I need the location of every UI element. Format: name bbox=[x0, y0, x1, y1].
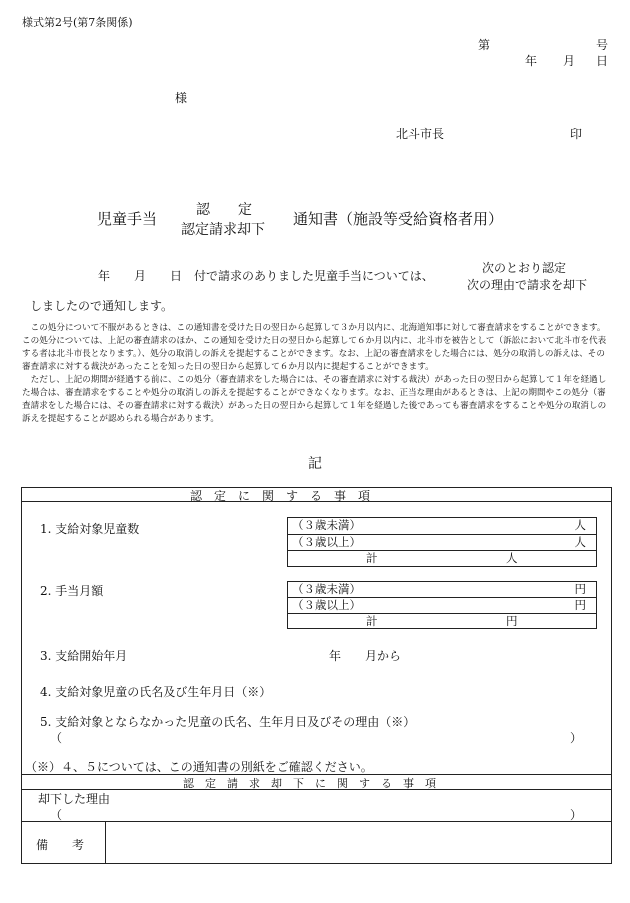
total-label: 計 bbox=[366, 614, 378, 628]
over3-count-row bbox=[288, 534, 596, 550]
doc-number-prefix: 第 bbox=[478, 38, 491, 52]
remarks-label: 備 考 bbox=[36, 838, 85, 852]
unit-label: 円 bbox=[574, 598, 586, 612]
count-total-row bbox=[288, 550, 596, 566]
title-option-reject: 認定請求却下 bbox=[181, 222, 265, 238]
unit-label: 人 bbox=[506, 551, 518, 565]
title-right: 通知書（施設等受給資格者用） bbox=[293, 210, 504, 228]
doc-number-suffix: 号 bbox=[596, 38, 609, 52]
paren-open: （ bbox=[50, 808, 63, 822]
paren-close: ） bbox=[570, 808, 583, 822]
unit-label: 円 bbox=[574, 582, 586, 596]
issuer-name: 北斗市長 bbox=[396, 127, 445, 141]
date-request-line: 年 月 日 付で請求のありました児童手当については、 bbox=[98, 269, 434, 283]
item4-label: 4. 支給対象児童の氏名及び生年月日（※） bbox=[40, 685, 272, 699]
title-left: 児童手当 bbox=[97, 210, 158, 228]
footnote: （※）４、５については、この通知書の別紙をご確認ください。 bbox=[25, 760, 373, 774]
item2-label: 2. 手当月額 bbox=[40, 584, 104, 598]
under3-amount-row bbox=[288, 582, 596, 597]
rejection-reason-label: 却下した理由 bbox=[38, 792, 111, 806]
paren-open: （ bbox=[50, 731, 63, 745]
divider bbox=[105, 821, 106, 864]
date-month: 月 bbox=[563, 54, 576, 68]
unit-label: 人 bbox=[574, 518, 586, 532]
unit-label: 円 bbox=[506, 614, 518, 628]
form-number: 様式第2号(第7条関係) bbox=[22, 16, 133, 29]
rejection-section-header: 認 定 請 求 却 下 に 関 す る 事 項 bbox=[183, 777, 436, 790]
total-label: 計 bbox=[366, 551, 378, 565]
item3-label: 3. 支給開始年月 bbox=[40, 649, 128, 663]
over3-label: （３歳以上） bbox=[292, 535, 361, 549]
item5-label: 5. 支給対象とならなかった児童の氏名、生年月日及びその理由（※） bbox=[40, 715, 416, 729]
under3-label: （３歳未満） bbox=[292, 582, 361, 596]
option-approve: 次のとおり認定 bbox=[482, 261, 567, 275]
paren-close: ） bbox=[570, 731, 583, 745]
over3-label: （３歳以上） bbox=[292, 598, 361, 612]
notice-closing: しましたので通知します。 bbox=[30, 299, 174, 313]
appeal-paragraph-2: ただし、上記の期間が経過する前に、この処分（審査請求をした場合には、その審査請求に対する裁決）があった日の翌日から起算して１年を経過した場合は、審査請求をすることや処分の取消しの訴えを提起することができなくなります。なお、正当な理由があるときは、上記の期間やこの処分（審査請求をした場合には、その審査請求に対する裁決）があった日の翌日から起算して１年を経過した後であっても審査請求をすることや処分の取消しの訴えを提起することが認められる場合があります。 bbox=[22, 375, 607, 424]
date-day: 日 bbox=[596, 54, 609, 68]
approval-section-header: 認 定 に 関 す る 事 項 bbox=[190, 489, 371, 503]
over3-amount-row bbox=[288, 597, 596, 613]
title-option-approve: 認 定 bbox=[196, 202, 252, 218]
under3-label: （３歳未満） bbox=[292, 518, 361, 532]
date-year: 年 bbox=[525, 54, 538, 68]
divider bbox=[21, 821, 612, 822]
payment-start-value: 年 月から bbox=[329, 649, 402, 663]
unit-label: 人 bbox=[574, 535, 586, 549]
amount-total-row bbox=[288, 613, 596, 629]
appeal-paragraph-1: この処分について不服があるときは、この通知書を受けた日の翌日から起算して３か月以内に、北海道知事に対して審査請求をすることができます。この処分については、上記の審査請求のほか、この通知を受けた日の翌日から起算して６か月以内に、北斗市を被告として（訴訟において北斗市を代表する者は北斗市長となります。）、処分の取消しの訴えを提起することができます。なお、上記の審査請求をした場合には、処分の取消しの訴えは、その審査請求に対する裁決があったことを知った日の翌日から起算して６か月以内に提起することができます。 bbox=[22, 323, 607, 372]
ki-heading: 記 bbox=[308, 456, 322, 472]
recipient-honorific: 様 bbox=[175, 91, 188, 105]
item1-label: 1. 支給対象児童数 bbox=[40, 522, 140, 536]
under3-count-row bbox=[288, 518, 596, 533]
monthly-amount-table bbox=[287, 581, 597, 629]
appeal-notice bbox=[22, 322, 612, 426]
children-count-table bbox=[287, 517, 597, 567]
option-reject: 次の理由で請求を却下 bbox=[467, 278, 588, 292]
seal-mark: 印 bbox=[570, 127, 583, 141]
